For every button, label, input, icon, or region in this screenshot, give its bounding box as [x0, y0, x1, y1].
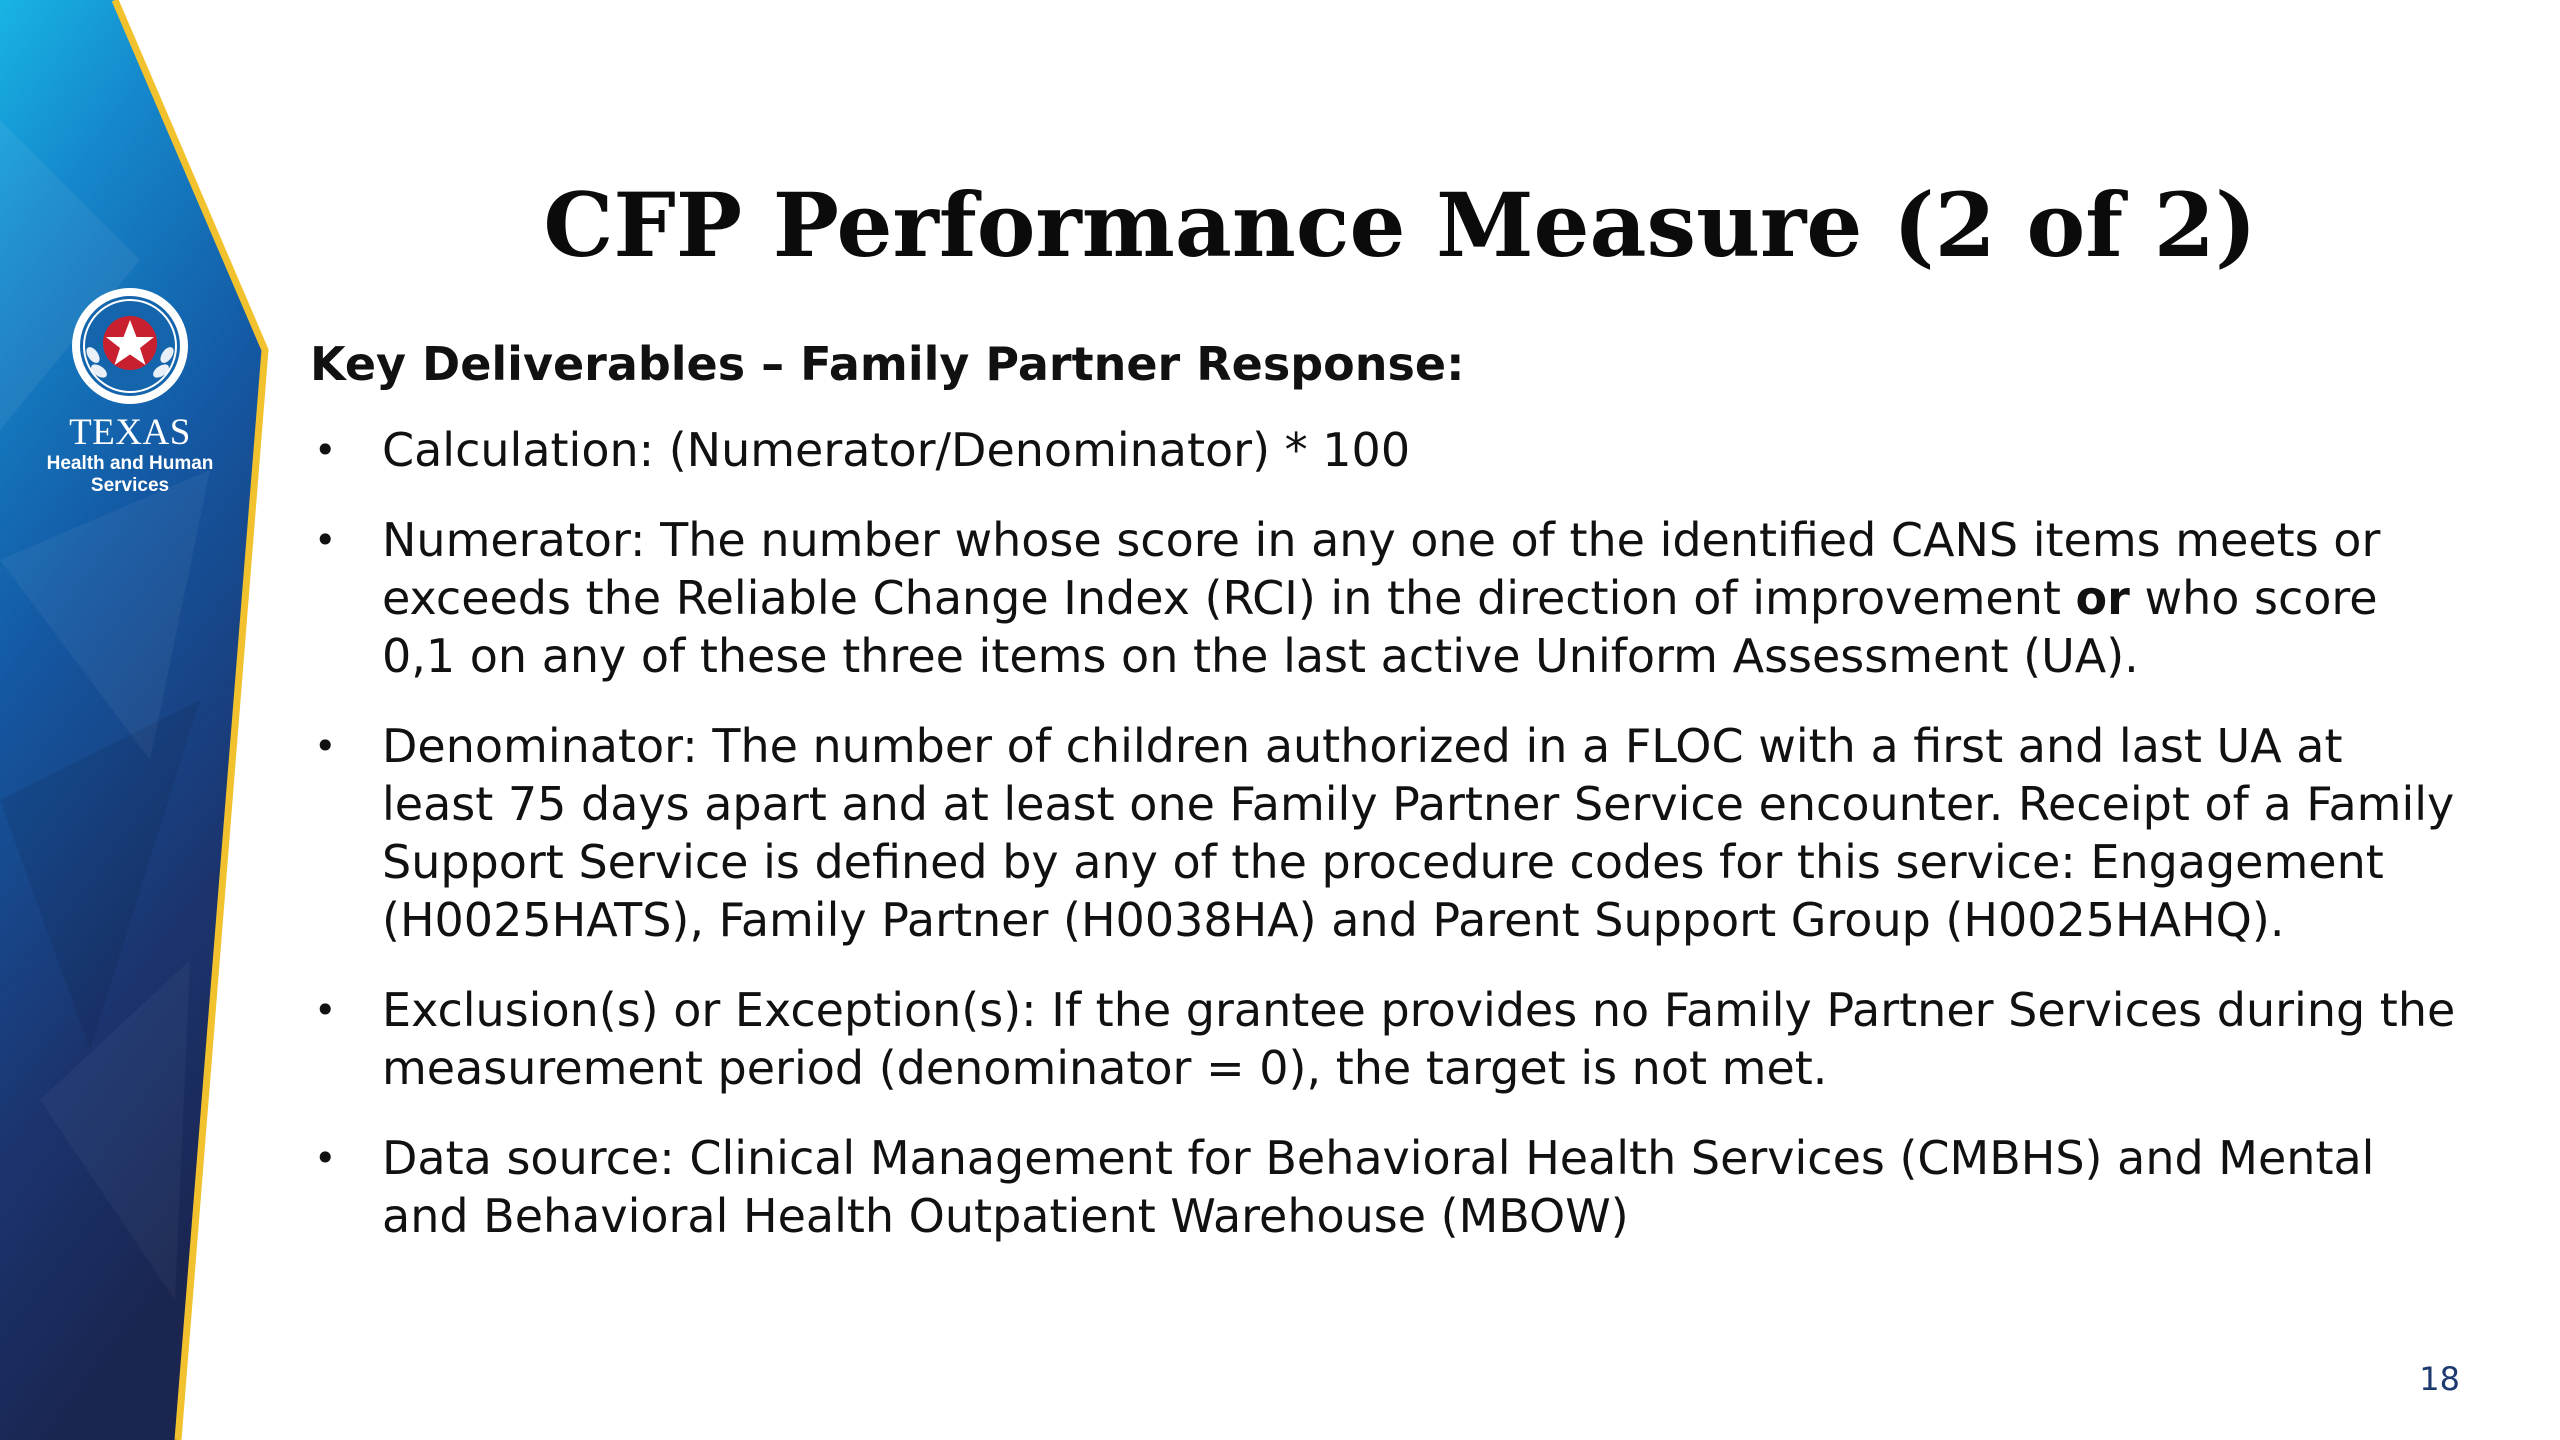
bullet-text-continued: who score 0,1 on any of these three items on the last active Uniform Assessment (UA). [382, 571, 2378, 683]
logo-wordmark: TEXAS [69, 412, 191, 453]
bullet-text: Data source: Clinical Management for Behavioral Health Services (CMBHS) and Mental and Behavioral Health Outpatient Warehouse (MBOW) [382, 1131, 2375, 1243]
slide-content [310, 335, 2460, 1277]
bullet-exclusions [310, 981, 2460, 1097]
bullet-marker: • [314, 724, 337, 768]
bullet-marker: • [314, 1136, 337, 1180]
bullet-text: Denominator: The number of children authorized in a FLOC with a first and last UA at least 75 days apart and at least one Family Partner Service encounter. Receipt of a Family Support Service is defined by any of the procedure codes for this service: Engagement (H0025HATS), Family Partner (H0038HA) and Parent Support Group (H0025HAHQ). [382, 719, 2455, 947]
hhs-logo [40, 285, 220, 497]
logo-subtitle-line1: Health and Human [46, 453, 214, 474]
bullet-denominator [310, 717, 2460, 949]
bullet-marker: • [314, 988, 337, 1032]
texas-seal-icon [69, 285, 191, 407]
sidebar-banner [0, 0, 290, 1440]
slide-title: CFP Performance Measure (2 of 2) [543, 173, 2257, 277]
bullet-list [310, 421, 2460, 1245]
bullet-emphasis: or [2075, 571, 2130, 625]
bullet-calculation [310, 421, 2460, 479]
bullet-text: Numerator: The number whose score in any one of the identified CANS items meets or exceeds the Reliable Change Index (RCI) in the direction of improvement [382, 513, 2381, 625]
bullet-numerator [310, 511, 2460, 685]
section-heading: Key Deliverables – Family Partner Response: [310, 337, 1465, 391]
bullet-marker: • [314, 428, 337, 472]
bullet-text: Calculation: (Numerator/Denominator) * 100 [382, 423, 1411, 477]
page-number: 18 [2419, 1360, 2460, 1398]
bullet-data-source [310, 1129, 2460, 1245]
bullet-marker: • [314, 518, 337, 562]
logo-subtitle-line2: Services [90, 475, 170, 496]
bullet-text: Exclusion(s) or Exception(s): If the grantee provides no Family Partner Services during the measurement period (denominator = 0), the target is not met. [382, 983, 2456, 1095]
